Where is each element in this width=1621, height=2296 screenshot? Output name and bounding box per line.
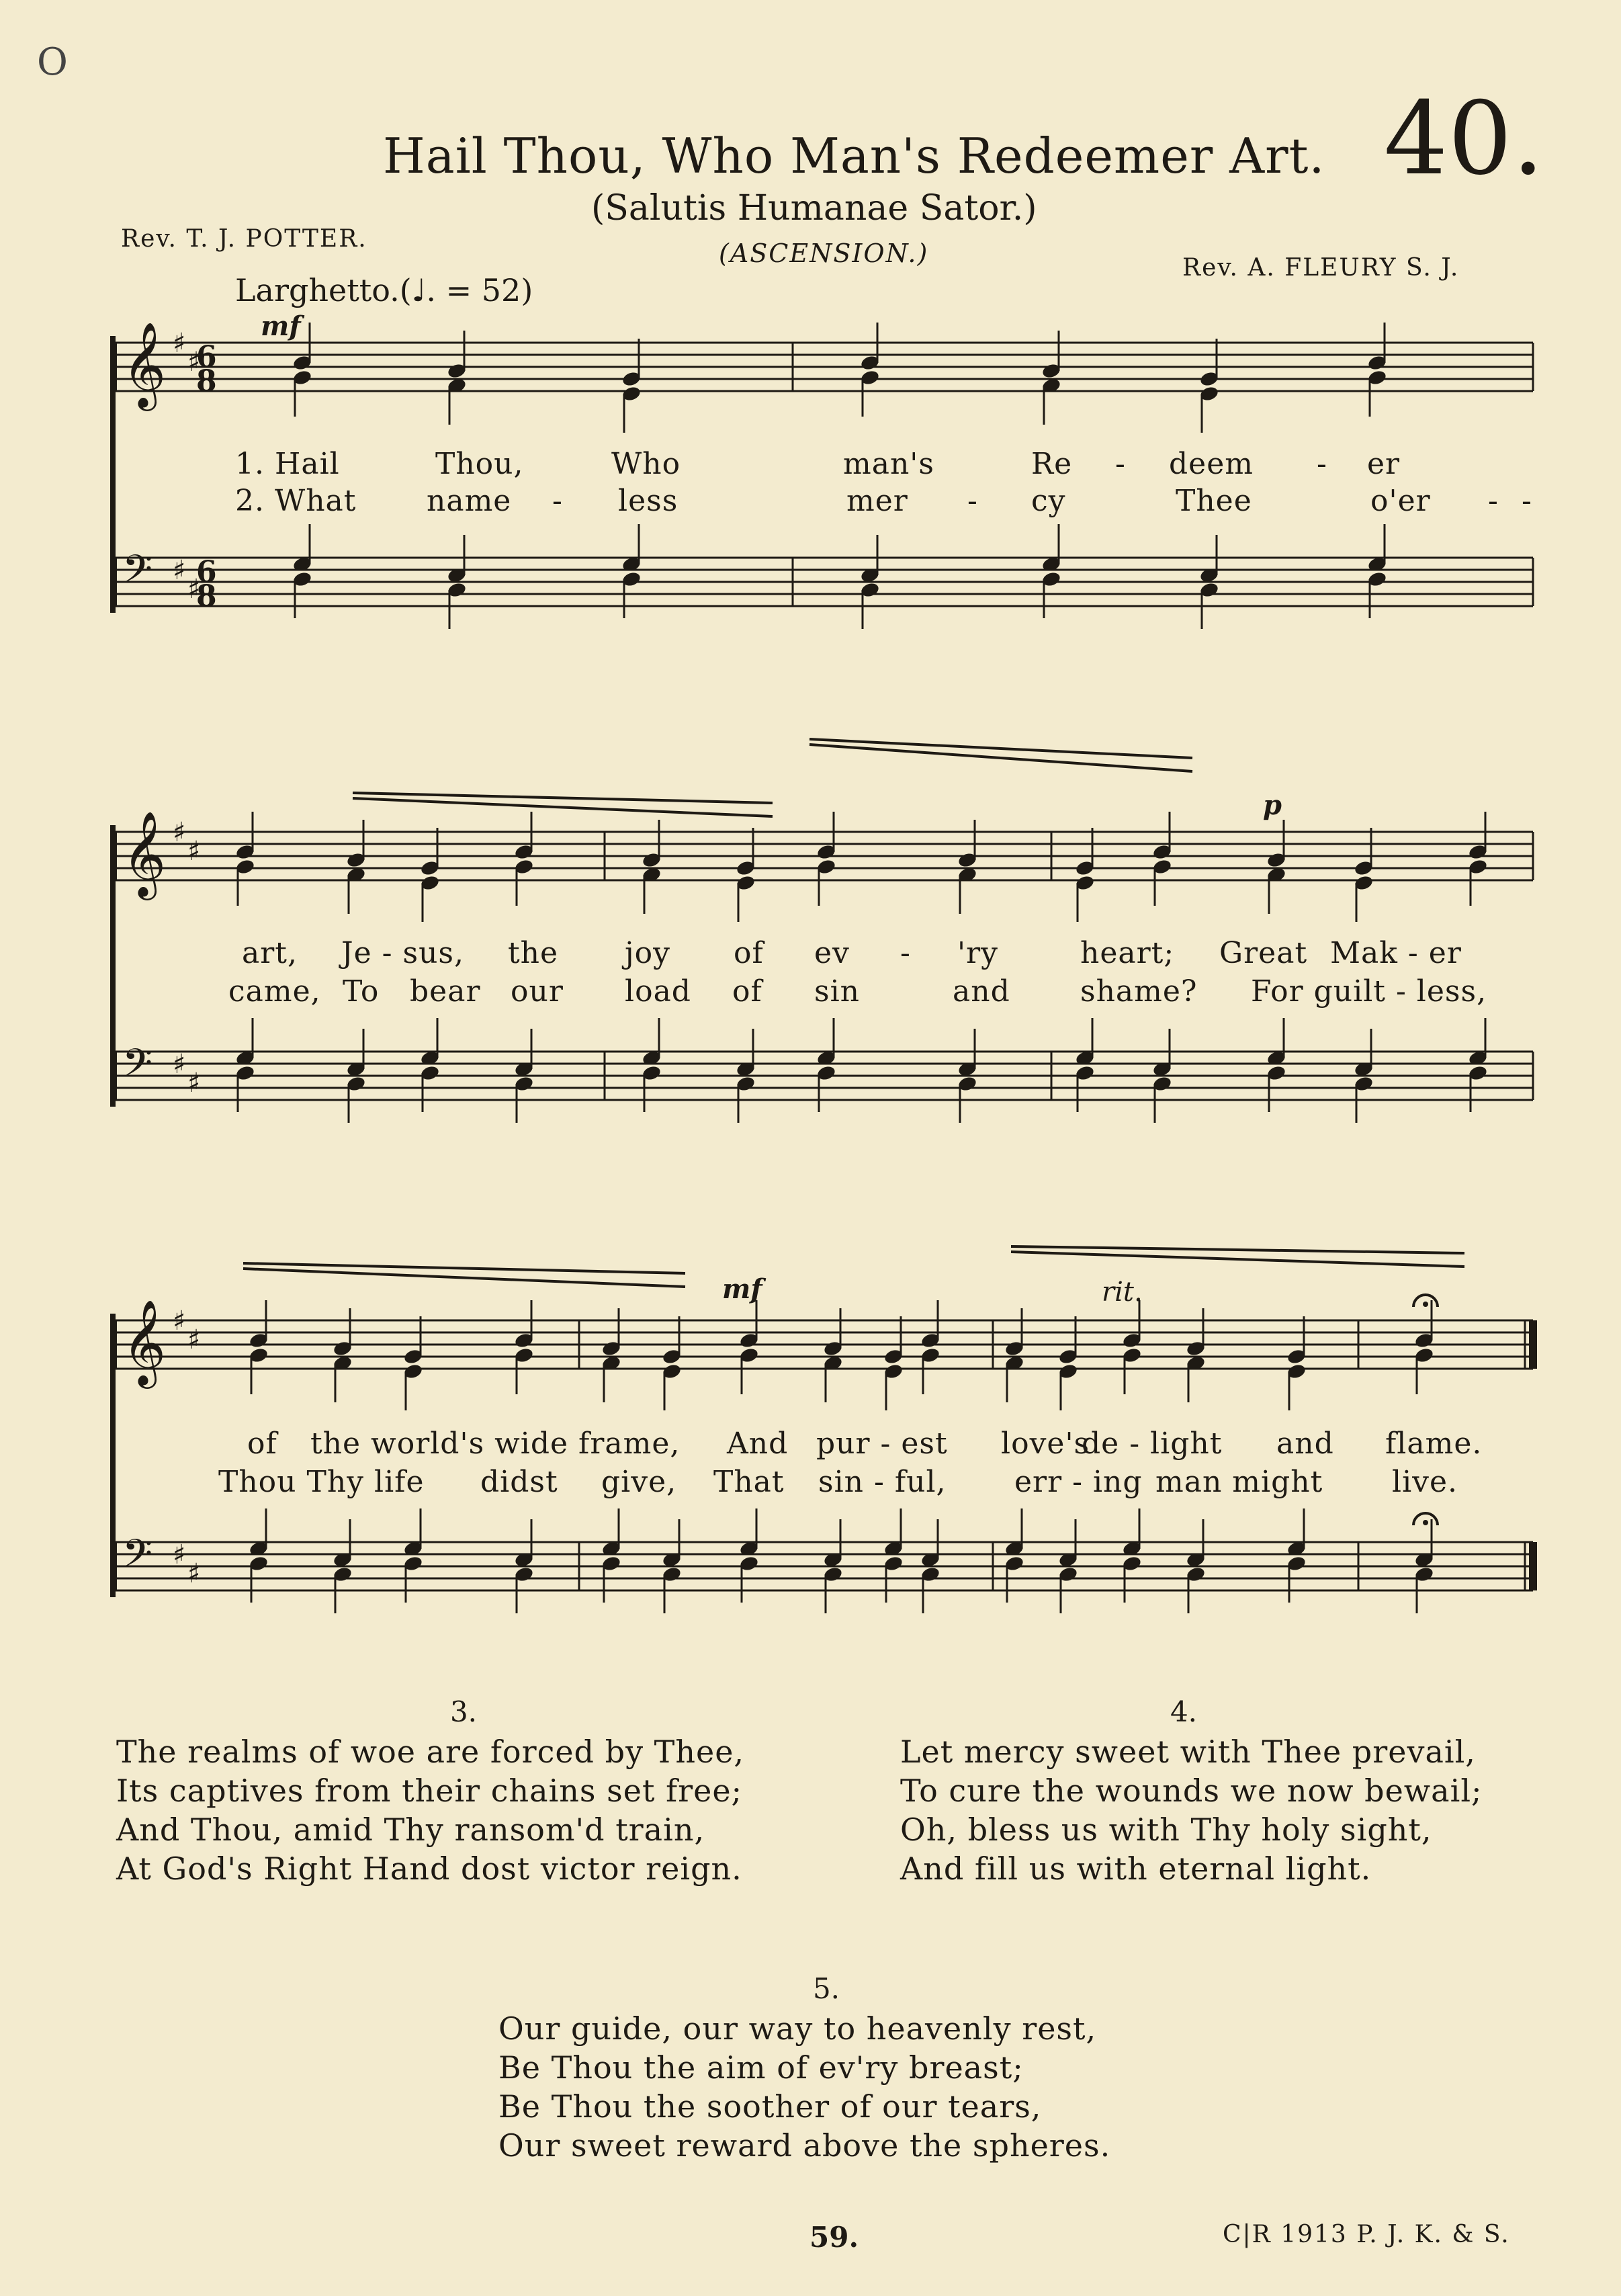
treble-clef-icon: 𝄞 — [122, 321, 167, 407]
hairpin-line — [1011, 1246, 1464, 1253]
bass-clef-icon: 𝄢 — [122, 1040, 153, 1095]
page-number: 59. — [809, 2221, 859, 2254]
verse-line: And fill us with eternal light. — [900, 1851, 1372, 1887]
dynamic-mf-2: mf — [722, 1273, 762, 1305]
lyric: Je - sus, — [341, 936, 465, 970]
lyric: didst — [480, 1465, 558, 1499]
tempo-marking: Larghetto.(♩. = 52) — [235, 272, 533, 308]
lyric: name — [427, 484, 512, 518]
lyric: of — [247, 1427, 277, 1461]
sharp-icon: ♯ — [173, 1049, 186, 1080]
lyric: cy — [1031, 484, 1066, 518]
lyric: 1. Hail — [235, 447, 340, 481]
lyric: For guilt - less, — [1251, 974, 1487, 1009]
lyric: - — [1488, 484, 1499, 518]
lyric: joy — [625, 936, 670, 970]
occasion-label: (ASCENSION.) — [719, 239, 929, 268]
fermata-dot — [1423, 1520, 1428, 1525]
lyric: - — [1317, 447, 1327, 481]
lyric: de - light — [1082, 1427, 1223, 1461]
lyric: give, — [601, 1465, 677, 1499]
composer-credit: Rev. A. FLEURY S. J. — [1182, 254, 1460, 282]
verse-number: 3. — [449, 1695, 478, 1728]
lyric: To — [343, 974, 380, 1009]
author-credit: Rev. T. J. POTTER. — [121, 225, 367, 253]
verse-line: And Thou, amid Thy ransom'd train, — [116, 1812, 705, 1848]
sharp-icon: ♯ — [173, 1306, 186, 1336]
sharp-icon: ♯ — [187, 1558, 201, 1589]
dynamic-mf-1: mf — [261, 310, 301, 342]
bass-clef-icon: 𝄢 — [122, 546, 153, 601]
lyric: of — [734, 936, 764, 970]
lyric: That — [713, 1465, 785, 1499]
lyric: the world's wide frame, — [310, 1427, 681, 1461]
verse-line: Its captives from their chains set free; — [116, 1773, 743, 1809]
time-signature-denominator: 8 — [196, 364, 217, 398]
lyric: 2. What — [235, 484, 357, 518]
verse-line: Be Thou the aim of ev'ry breast; — [498, 2049, 1024, 2086]
lyric: o'er — [1370, 484, 1431, 518]
hairpin-line — [1011, 1252, 1464, 1267]
sharp-icon: ♯ — [173, 328, 186, 359]
time-signature-numerator: 6 — [196, 340, 217, 374]
lyric: Re — [1031, 447, 1073, 481]
verse-number: 5. — [812, 1972, 840, 2005]
lyric: Who — [611, 447, 681, 481]
lyric: sin — [814, 974, 860, 1009]
lyric: Thou, — [435, 447, 524, 481]
verse-line: Our sweet reward above the spheres. — [498, 2127, 1111, 2164]
verse-line: The realms of woe are forced by Thee, — [116, 1734, 745, 1770]
lyric: - — [1115, 447, 1126, 481]
lyric: and — [953, 974, 1010, 1009]
sharp-icon: ♯ — [187, 574, 201, 605]
lyric: Thee — [1176, 484, 1252, 518]
lyric: Great — [1219, 936, 1308, 970]
dynamic-p: p — [1263, 790, 1282, 821]
sharp-icon: ♯ — [173, 1539, 186, 1570]
verse-number: 4. — [1170, 1695, 1198, 1728]
lyric: Mak - er — [1330, 936, 1462, 970]
verse-line: Be Thou the soother of our tears, — [498, 2088, 1042, 2125]
bass-clef-icon: 𝄢 — [122, 1531, 153, 1586]
lyric: err - ing — [1014, 1465, 1143, 1499]
lyric: - — [1522, 484, 1532, 518]
lyric: load — [625, 974, 691, 1009]
lyric: 'ry — [957, 936, 998, 970]
lyric: art, — [242, 936, 298, 970]
hymn-number: 40. — [1384, 81, 1544, 198]
lyric: man's — [843, 447, 934, 481]
verse-line: At God's Right Hand dost victor reign. — [116, 1851, 742, 1887]
sharp-icon: ♯ — [173, 817, 186, 848]
lyric: and — [1276, 1427, 1334, 1461]
sharp-icon: ♯ — [187, 1324, 201, 1355]
sharp-icon: ♯ — [187, 1068, 201, 1099]
lyric: flame. — [1385, 1427, 1483, 1461]
sharp-icon: ♯ — [187, 347, 201, 378]
lyric: less — [618, 484, 678, 518]
verse-line: Oh, bless us with Thy holy sight, — [900, 1812, 1432, 1848]
sharp-icon: ♯ — [187, 836, 201, 867]
verse-line: To cure the wounds we now bewail; — [900, 1773, 1483, 1809]
lyric: - — [552, 484, 563, 518]
lyric: - — [900, 936, 911, 970]
lyric: the — [508, 936, 559, 970]
lyric: heart; — [1080, 936, 1175, 970]
lyric: live. — [1392, 1465, 1458, 1499]
lyric: love's — [1001, 1427, 1090, 1461]
treble-clef-icon: 𝄞 — [122, 810, 167, 896]
lyric: came, — [228, 974, 321, 1009]
lyric: sin - ful, — [818, 1465, 947, 1499]
time-signature-denominator: 8 — [196, 579, 217, 613]
lyric: bear — [410, 974, 481, 1009]
lyric: - — [967, 484, 978, 518]
lyric: And — [727, 1427, 789, 1461]
dynamic-rit: rit. — [1102, 1277, 1143, 1308]
lyric: ev — [814, 936, 850, 970]
lyric: of — [732, 974, 762, 1009]
lyric: man might — [1155, 1465, 1323, 1499]
lyric: Thou Thy life — [218, 1465, 425, 1499]
sharp-icon: ♯ — [173, 555, 186, 586]
lyric: mer — [846, 484, 908, 518]
time-signature-numerator: 6 — [196, 555, 217, 589]
lyric: shame? — [1080, 974, 1198, 1009]
lyric: deem — [1169, 447, 1254, 481]
latin-subtitle: (Salutis Humanae Sator.) — [591, 188, 1037, 228]
verse-line: Our guide, our way to heavenly rest, — [498, 2010, 1097, 2047]
lyric: pur - est — [816, 1427, 948, 1461]
copyright-notice: C|R 1913 P. J. K. & S. — [1223, 2221, 1510, 2248]
page-mark: O — [37, 40, 68, 84]
verse-line: Let mercy sweet with Thee prevail, — [900, 1734, 1476, 1770]
lyric: our — [511, 974, 564, 1009]
lyric: er — [1367, 447, 1401, 481]
hymn-title: Hail Thou, Who Man's Redeemer Art. — [383, 128, 1325, 184]
fermata-dot — [1423, 1302, 1428, 1307]
treble-clef-icon: 𝄞 — [122, 1299, 167, 1385]
